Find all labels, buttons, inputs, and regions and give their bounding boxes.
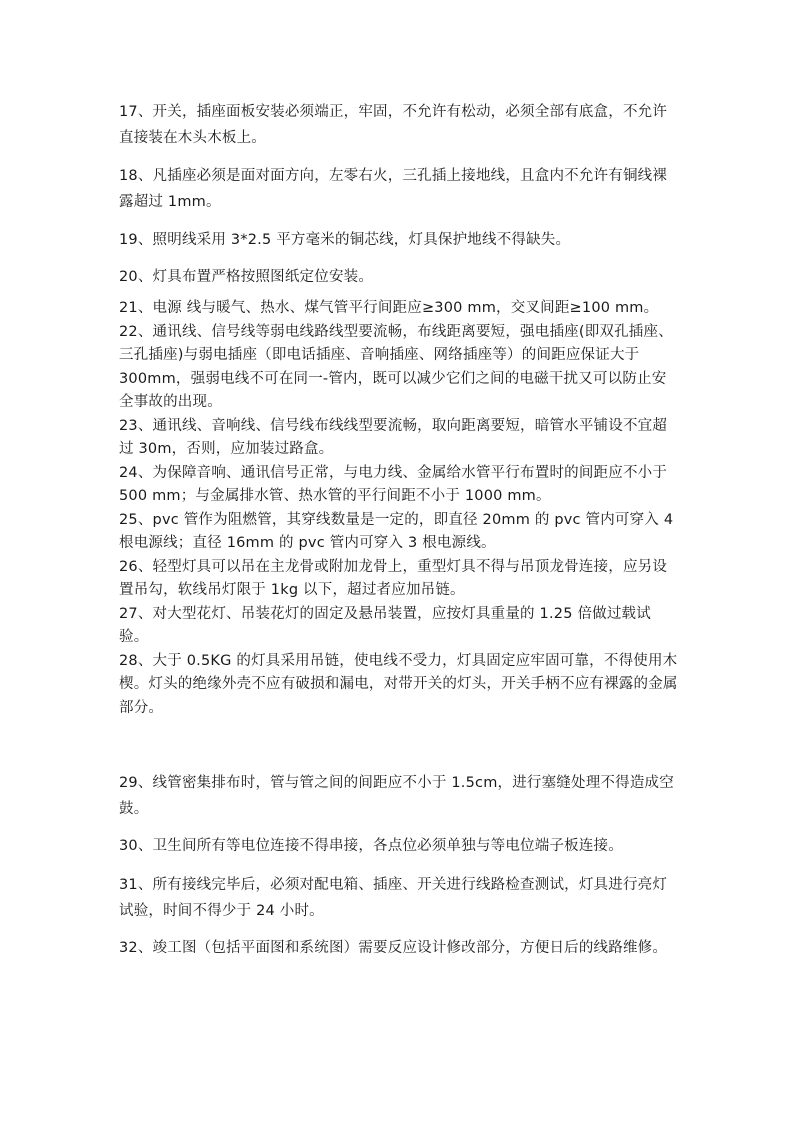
paragraph-item-27: 27、对大型花灯、吊装花灯的固定及悬吊装置，应按灯具重量的 1.25 倍做过载试验。 (119, 605, 651, 645)
paragraph-item-23: 23、通讯线、音响线、信号线布线线型要流畅，取向距离要短，暗管水平铺设不宜超过 30m，否则，应加装过路盒。 (119, 417, 668, 457)
paragraph-item-20: 20、灯具布置严格按照图纸定位安装。 (119, 269, 374, 285)
paragraph-item-19: 19、照明线采用 3*2.5 平方毫米的铜芯线，灯具保护地线不得缺失。 (119, 232, 571, 248)
paragraph-block-21-28 (119, 297, 679, 720)
paragraph-item-32: 32、竣工图（包括平面图和系统图）需要反应设计修改部分，方便日后的线路维修。 (119, 940, 668, 956)
paragraph-item-25: 25、pvc 管作为阻燃管，其穿线数量是一定的，即直径 20mm 的 pvc 管内可穿入 4 根电源线；直径 16mm 的 pvc 管内可穿入 3 根电源线。 (119, 511, 674, 551)
paragraph-item-24: 24、为保障音响、通讯信号正常，与电力线、金属给水管平行布置时的间距应不小于 500 mm；与金属排水管、热水管的平行间距不小于 1000 mm。 (119, 464, 668, 504)
paragraph-item-17: 17、开关，插座面板安装必须端正，牢固，不允许有松动，必须全部有底盒，不允许直接装在木头木板上。 (119, 104, 668, 146)
paragraph-item-29: 29、线管密集排布时，管与管之间的间距应不小于 1.5cm，进行塞缝处理不得造成空鼓。 (119, 775, 674, 817)
paragraph-item-28: 28、大于 0.5KG 的灯具采用吊链，使电线不受力，灯具固定应牢固可靠，不得使用木楔。灯头的绝缘外壳不应有破损和漏电，对带开关的灯头，开关手柄不应有裸露的金属部分。 (119, 652, 678, 716)
paragraph-item-30: 30、卫生间所有等电位连接不得串接，各点位必须单独与等电位端子板连接。 (119, 838, 623, 854)
paragraph-item-22: 22、通讯线、信号线等弱电线路线型要流畅，布线距离要短，强电插座(即双孔插座、 三孔插座)与弱电插座（即电话插座、音响插座、网络插座等）的间距应保证大于 300mm，强弱电线不可在同一-管内，既可以减少它们之间的电磁干扰又可以防止安全事故的出现。 (119, 323, 673, 410)
paragraph-item-26: 26、轻型灯具可以吊在主龙骨或附加龙骨上，重型灯具不得与吊顶龙骨连接，应另设置吊勾，软线吊灯限于 1kg 以下，超过者应加吊链。 (119, 558, 668, 598)
paragraph-item-21: 21、电源 线与暖气、热水、煤气管平行间距应≥300 mm，交叉间距≥100 mm。 (119, 300, 659, 316)
paragraph-item-31: 31、所有接线完毕后，必须对配电箱、插座、开关进行线路检查测试，灯具进行亮灯试验，时间不得少于 24 小时。 (119, 877, 668, 919)
paragraph-item-18: 18、凡插座必须是面对面方向，左零右火，三孔插上接地线，且盒内不允许有铜线裸露超过 1mm。 (119, 168, 668, 210)
